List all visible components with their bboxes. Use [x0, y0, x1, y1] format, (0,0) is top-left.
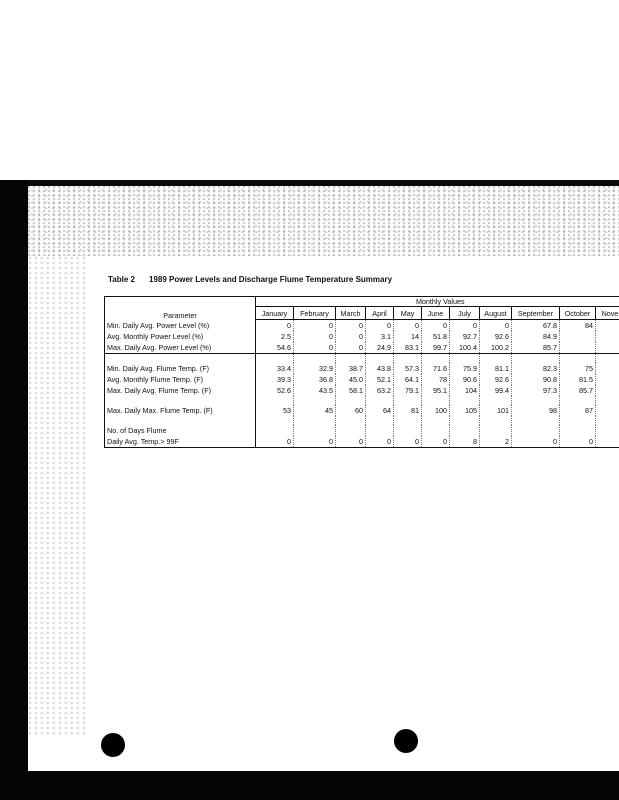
table-cell	[480, 425, 512, 436]
table-cell: 0	[336, 331, 366, 342]
table-cell: 90.8	[512, 374, 560, 385]
table-cell: 2.5	[256, 331, 294, 342]
table-cell	[422, 425, 450, 436]
table-cell	[394, 425, 422, 436]
table-cell: 64	[366, 405, 394, 416]
table-cell: 2	[480, 436, 512, 448]
table-cell: 60	[336, 405, 366, 416]
table-cell: 33.4	[256, 363, 294, 374]
table-row	[105, 405, 619, 416]
table-cell: 78	[422, 374, 450, 385]
table-cell	[596, 385, 619, 396]
month-header: April	[366, 307, 394, 320]
row-label: No. of Days Flume	[105, 425, 256, 436]
table-cell	[596, 320, 619, 332]
table-cell: 0	[394, 320, 422, 332]
table-cell: 0	[294, 436, 336, 448]
month-header: June	[422, 307, 450, 320]
table-cell: 0	[294, 342, 336, 354]
table-cell: 0	[294, 331, 336, 342]
table-title-text: 1989 Power Levels and Discharge Flume Temperature Summary	[148, 275, 393, 284]
punch-hole-right	[394, 729, 418, 753]
table-cell: 90.6	[450, 374, 480, 385]
table-cell: 0	[256, 436, 294, 448]
table-label: Table 2	[108, 275, 135, 284]
table-cell: 99.7	[422, 342, 450, 354]
table-row	[105, 331, 619, 342]
table-cell: 0	[422, 436, 450, 448]
table-cell: 101	[480, 405, 512, 416]
table-cell: 87	[560, 405, 596, 416]
table-cell	[596, 374, 619, 385]
table-cell: 105	[450, 405, 480, 416]
row-label: Min. Daily Avg. Flume Temp. (F)	[105, 363, 256, 374]
table-cell: 0	[294, 320, 336, 332]
table-cell	[596, 331, 619, 342]
table-cell: 0	[366, 320, 394, 332]
table-cell: 0	[336, 436, 366, 448]
table-cell: 0	[422, 320, 450, 332]
table-cell: 84.9	[512, 331, 560, 342]
table-cell: 0	[512, 436, 560, 448]
table-cell: 45	[294, 405, 336, 416]
table-cell: 100.2	[480, 342, 512, 354]
scan-border-bottom	[0, 771, 619, 800]
monthly-values-header: Monthly Values	[256, 297, 619, 307]
table-cell: 82.3	[512, 363, 560, 374]
table-cell: 52.6	[256, 385, 294, 396]
table-cell	[596, 436, 619, 448]
table-cell: 52.1	[366, 374, 394, 385]
month-header: August	[480, 307, 512, 320]
table-cell: 75.9	[450, 363, 480, 374]
table-cell: 64.1	[394, 374, 422, 385]
table-cell	[256, 425, 294, 436]
table-cell	[336, 425, 366, 436]
table-row	[105, 363, 619, 374]
table-cell: 85.7	[512, 342, 560, 354]
punch-hole-left	[101, 733, 125, 757]
parameter-header: Parameter	[105, 297, 256, 320]
table-row	[105, 385, 619, 396]
table-cell: 79.1	[394, 385, 422, 396]
table-cell: 85.7	[560, 385, 596, 396]
table-cell: 0	[450, 320, 480, 332]
table-cell: 57.3	[394, 363, 422, 374]
table-cell: 81.1	[480, 363, 512, 374]
table-cell: 71.6	[422, 363, 450, 374]
summary-table	[104, 296, 619, 448]
table-cell: 43.5	[294, 385, 336, 396]
group-spacer	[105, 354, 619, 364]
group-spacer	[105, 396, 619, 405]
table-row	[105, 342, 619, 354]
row-label: Min. Daily Avg. Power Level (%)	[105, 320, 256, 332]
table-cell: 104	[450, 385, 480, 396]
table-cell: 81	[394, 405, 422, 416]
table-cell: 58.1	[336, 385, 366, 396]
table-cell: 54.6	[256, 342, 294, 354]
table-cell	[596, 405, 619, 416]
table-cell	[560, 425, 596, 436]
table-cell	[450, 425, 480, 436]
table-cell: 0	[336, 320, 366, 332]
table-cell	[560, 342, 596, 354]
table-cell: 0	[480, 320, 512, 332]
table-cell: 43.8	[366, 363, 394, 374]
table-cell: 45.0	[336, 374, 366, 385]
table-cell	[560, 331, 596, 342]
table-cell: 24.9	[366, 342, 394, 354]
table-cell: 0	[366, 436, 394, 448]
table-cell: 98	[512, 405, 560, 416]
month-header: March	[336, 307, 366, 320]
table-cell: 0	[336, 342, 366, 354]
group-spacer	[105, 416, 619, 425]
month-header: January	[256, 307, 294, 320]
table-cell: 92.6	[480, 374, 512, 385]
scan-border-left	[0, 180, 28, 800]
table-cell: 63.2	[366, 385, 394, 396]
table-cell: 100.4	[450, 342, 480, 354]
month-header: July	[450, 307, 480, 320]
row-label: Max. Daily Avg. Power Level (%)	[105, 342, 256, 354]
table-cell: 99.4	[480, 385, 512, 396]
table-cell: 38.7	[336, 363, 366, 374]
table-cell: 92.7	[450, 331, 480, 342]
table-cell	[366, 425, 394, 436]
month-header: October	[560, 307, 596, 320]
row-label: Max. Daily Max. Flume Temp. (F)	[105, 405, 256, 416]
table-cell	[294, 425, 336, 436]
table-cell	[512, 425, 560, 436]
table-cell: 95.1	[422, 385, 450, 396]
row-label: Avg. Monthly Flume Temp. (F)	[105, 374, 256, 385]
table-cell: 3.1	[366, 331, 394, 342]
table-cell: 32.9	[294, 363, 336, 374]
table-cell: 67.8	[512, 320, 560, 332]
table-cell: 83.1	[394, 342, 422, 354]
table-cell: 75	[560, 363, 596, 374]
table-cell: 53	[256, 405, 294, 416]
month-header: Nove	[596, 307, 619, 320]
table-row	[105, 436, 619, 448]
table-row	[105, 320, 619, 332]
table-cell: 0	[256, 320, 294, 332]
table-cell: 100	[422, 405, 450, 416]
table-cell: 84	[560, 320, 596, 332]
month-header: February	[294, 307, 336, 320]
table-cell: 14	[394, 331, 422, 342]
table-cell: 51.8	[422, 331, 450, 342]
scan-noise-top	[28, 186, 619, 256]
month-header: September	[512, 307, 560, 320]
table-cell: 8	[450, 436, 480, 448]
table-row	[105, 374, 619, 385]
table-cell	[596, 363, 619, 374]
table-title	[108, 275, 392, 284]
table-cell	[596, 425, 619, 436]
table-cell: 97.3	[512, 385, 560, 396]
row-label: Avg. Monthly Power Level (%)	[105, 331, 256, 342]
row-label: Daily Avg. Temp.> 99F	[105, 436, 256, 448]
table-cell: 81.5	[560, 374, 596, 385]
month-header: May	[394, 307, 422, 320]
table-cell: 36.8	[294, 374, 336, 385]
table-cell: 39.3	[256, 374, 294, 385]
table-cell	[596, 342, 619, 354]
scan-noise-left	[28, 256, 88, 736]
table-cell: 0	[394, 436, 422, 448]
table-cell: 0	[560, 436, 596, 448]
row-label: Max. Daily Avg. Flume Temp. (F)	[105, 385, 256, 396]
table-row	[105, 425, 619, 436]
table-cell: 92.6	[480, 331, 512, 342]
